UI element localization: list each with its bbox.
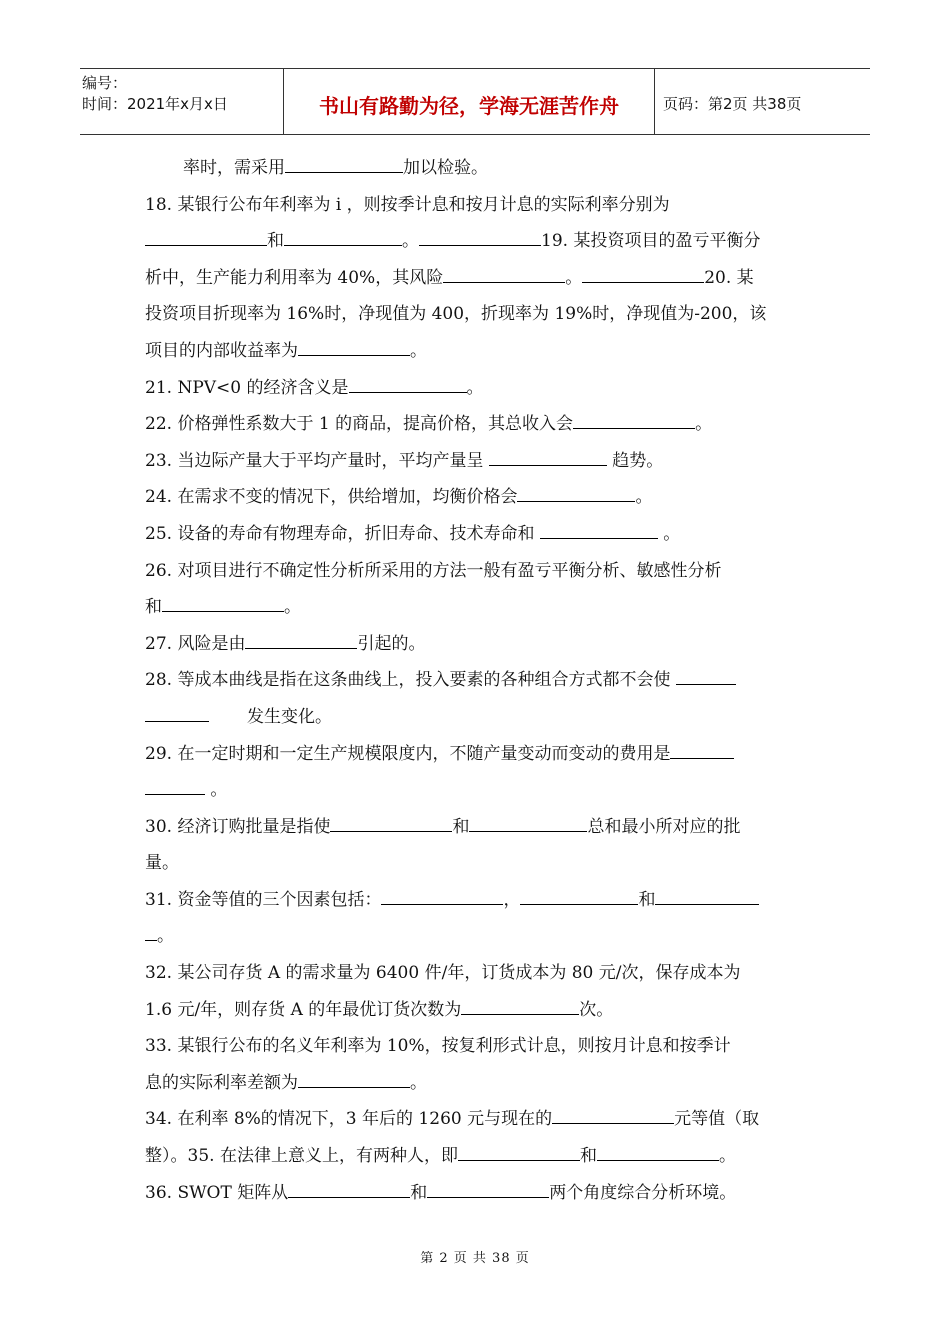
document-date-label: 时间：2021年x月x日 — [82, 95, 228, 113]
answer-blank — [245, 632, 357, 649]
question-28: 28. 等成本曲线是指在这条曲线上，投入要素的各种组合方式都不会使 — [145, 662, 807, 699]
question-30: 30. 经济订购批量是指使 和 总和最小所对应的批 — [145, 816, 741, 837]
header-page-number: 页码：第2页 共38页 — [663, 95, 802, 113]
question-33: 33. 某银行公布的名义年利率为 10%，按复利形式计息，则按月计息和按季计 — [145, 1036, 731, 1057]
answer-blank — [381, 888, 503, 905]
answer-blank — [540, 522, 658, 539]
answer-blank — [573, 412, 695, 429]
text-line: 息的实际利率差额为 。 — [145, 1072, 427, 1093]
question-34: 34. 在利率 8%的情况下，3 年后的 1260 元与现在的 元等值（取 — [145, 1109, 760, 1130]
question-26: 26. 对项目进行不确定性分析所采用的方法一般有盈亏平衡分析、敏感性分析 — [145, 560, 722, 581]
question-18: 18. 某银行公布年利率为 i ，则按季计息和按月计息的实际利率分别为 — [145, 194, 670, 215]
answer-blank — [349, 376, 467, 393]
question-list — [145, 150, 807, 1211]
question-20: 投资项目折现率为 16%时，净现值为 400，折现率为 19%时，净现值为-200，该 — [145, 304, 767, 325]
question-25: 25. 设备的寿命有物理寿命，折旧寿命、技术寿命和 。 — [145, 523, 681, 544]
answer-blank — [597, 1144, 719, 1161]
question-27: 27. 风险是由 引起的。 — [145, 633, 426, 654]
text-line: 量。 — [145, 853, 179, 874]
page-footer: 第 2 页 共 38 页 — [420, 1251, 530, 1266]
text-line: 发生变化。 — [145, 699, 807, 736]
document-number-label: 编号： — [82, 74, 128, 92]
answer-blank — [582, 266, 704, 283]
text-line: 和 。 19. 某投资项目的盈亏平衡分 — [145, 223, 807, 260]
answer-blank — [461, 998, 579, 1015]
answer-blank — [162, 595, 284, 612]
question-32: 32. 某公司存货 A 的需求量为 6400 件/年，订货成本为 80 元/次，保存成本为 — [145, 963, 741, 984]
answer-blank — [419, 229, 541, 246]
question-36: 36. SWOT 矩阵从 和 两个角度综合分析环境。 — [145, 1182, 737, 1203]
question-22: 22. 价格弹性系数大于 1 的商品，提高价格，其总收入会 。 — [145, 414, 713, 435]
question-35: 整）。35. 在法律上意义上，有两种人，即 和 。 — [145, 1146, 736, 1167]
answer-blank — [288, 1181, 410, 1198]
question-31: 31. 资金等值的三个因素包括： ， 和 — [145, 882, 807, 919]
answer-blank — [145, 705, 209, 722]
question-29: 29. 在一定时期和一定生产规模限度内，不随产量变动而变动的费用是 — [145, 736, 807, 773]
question-23: 23. 当边际产量大于平均产量时，平均产量呈 趋势。 — [145, 450, 664, 471]
text-line: 析中，生产能力利用率为 40%，其风险 。 20. 某 — [145, 267, 754, 288]
answer-blank — [517, 485, 635, 502]
text-line: 和 。 — [145, 597, 301, 618]
answer-blank — [443, 266, 565, 283]
text-line: 。 — [145, 772, 807, 809]
answer-blank — [145, 924, 157, 941]
question-24: 24. 在需求不变的情况下，供给增加，均衡价格会 。 — [145, 487, 653, 508]
answer-blank — [298, 1071, 410, 1088]
answer-blank — [330, 815, 452, 832]
answer-blank — [284, 229, 402, 246]
answer-blank — [655, 888, 759, 905]
answer-blank — [285, 156, 403, 173]
answer-blank — [145, 778, 205, 795]
text-line: 1.6 元/年，则存货 A 的年最优订货次数为 次。 — [145, 999, 614, 1020]
header-meta — [80, 69, 283, 134]
text-line: 。 — [145, 918, 807, 955]
page-header — [80, 68, 870, 135]
answer-blank — [298, 339, 410, 356]
answer-blank — [458, 1144, 580, 1161]
text-line: 率时，需采用 加以检验。 — [183, 158, 488, 178]
answer-blank — [676, 668, 736, 685]
answer-blank — [469, 815, 587, 832]
answer-blank — [520, 888, 638, 905]
header-motto: 书山有路勤为径，学海无涯苦作舟 — [283, 69, 655, 134]
text-line: 项目的内部收益率为 。 — [145, 340, 427, 361]
answer-blank — [145, 229, 267, 246]
question-21: 21. NPV<0 的经济含义是 。 — [145, 377, 484, 398]
answer-blank — [427, 1181, 549, 1198]
answer-blank — [552, 1107, 674, 1124]
answer-blank — [670, 742, 734, 759]
answer-blank — [489, 449, 607, 466]
